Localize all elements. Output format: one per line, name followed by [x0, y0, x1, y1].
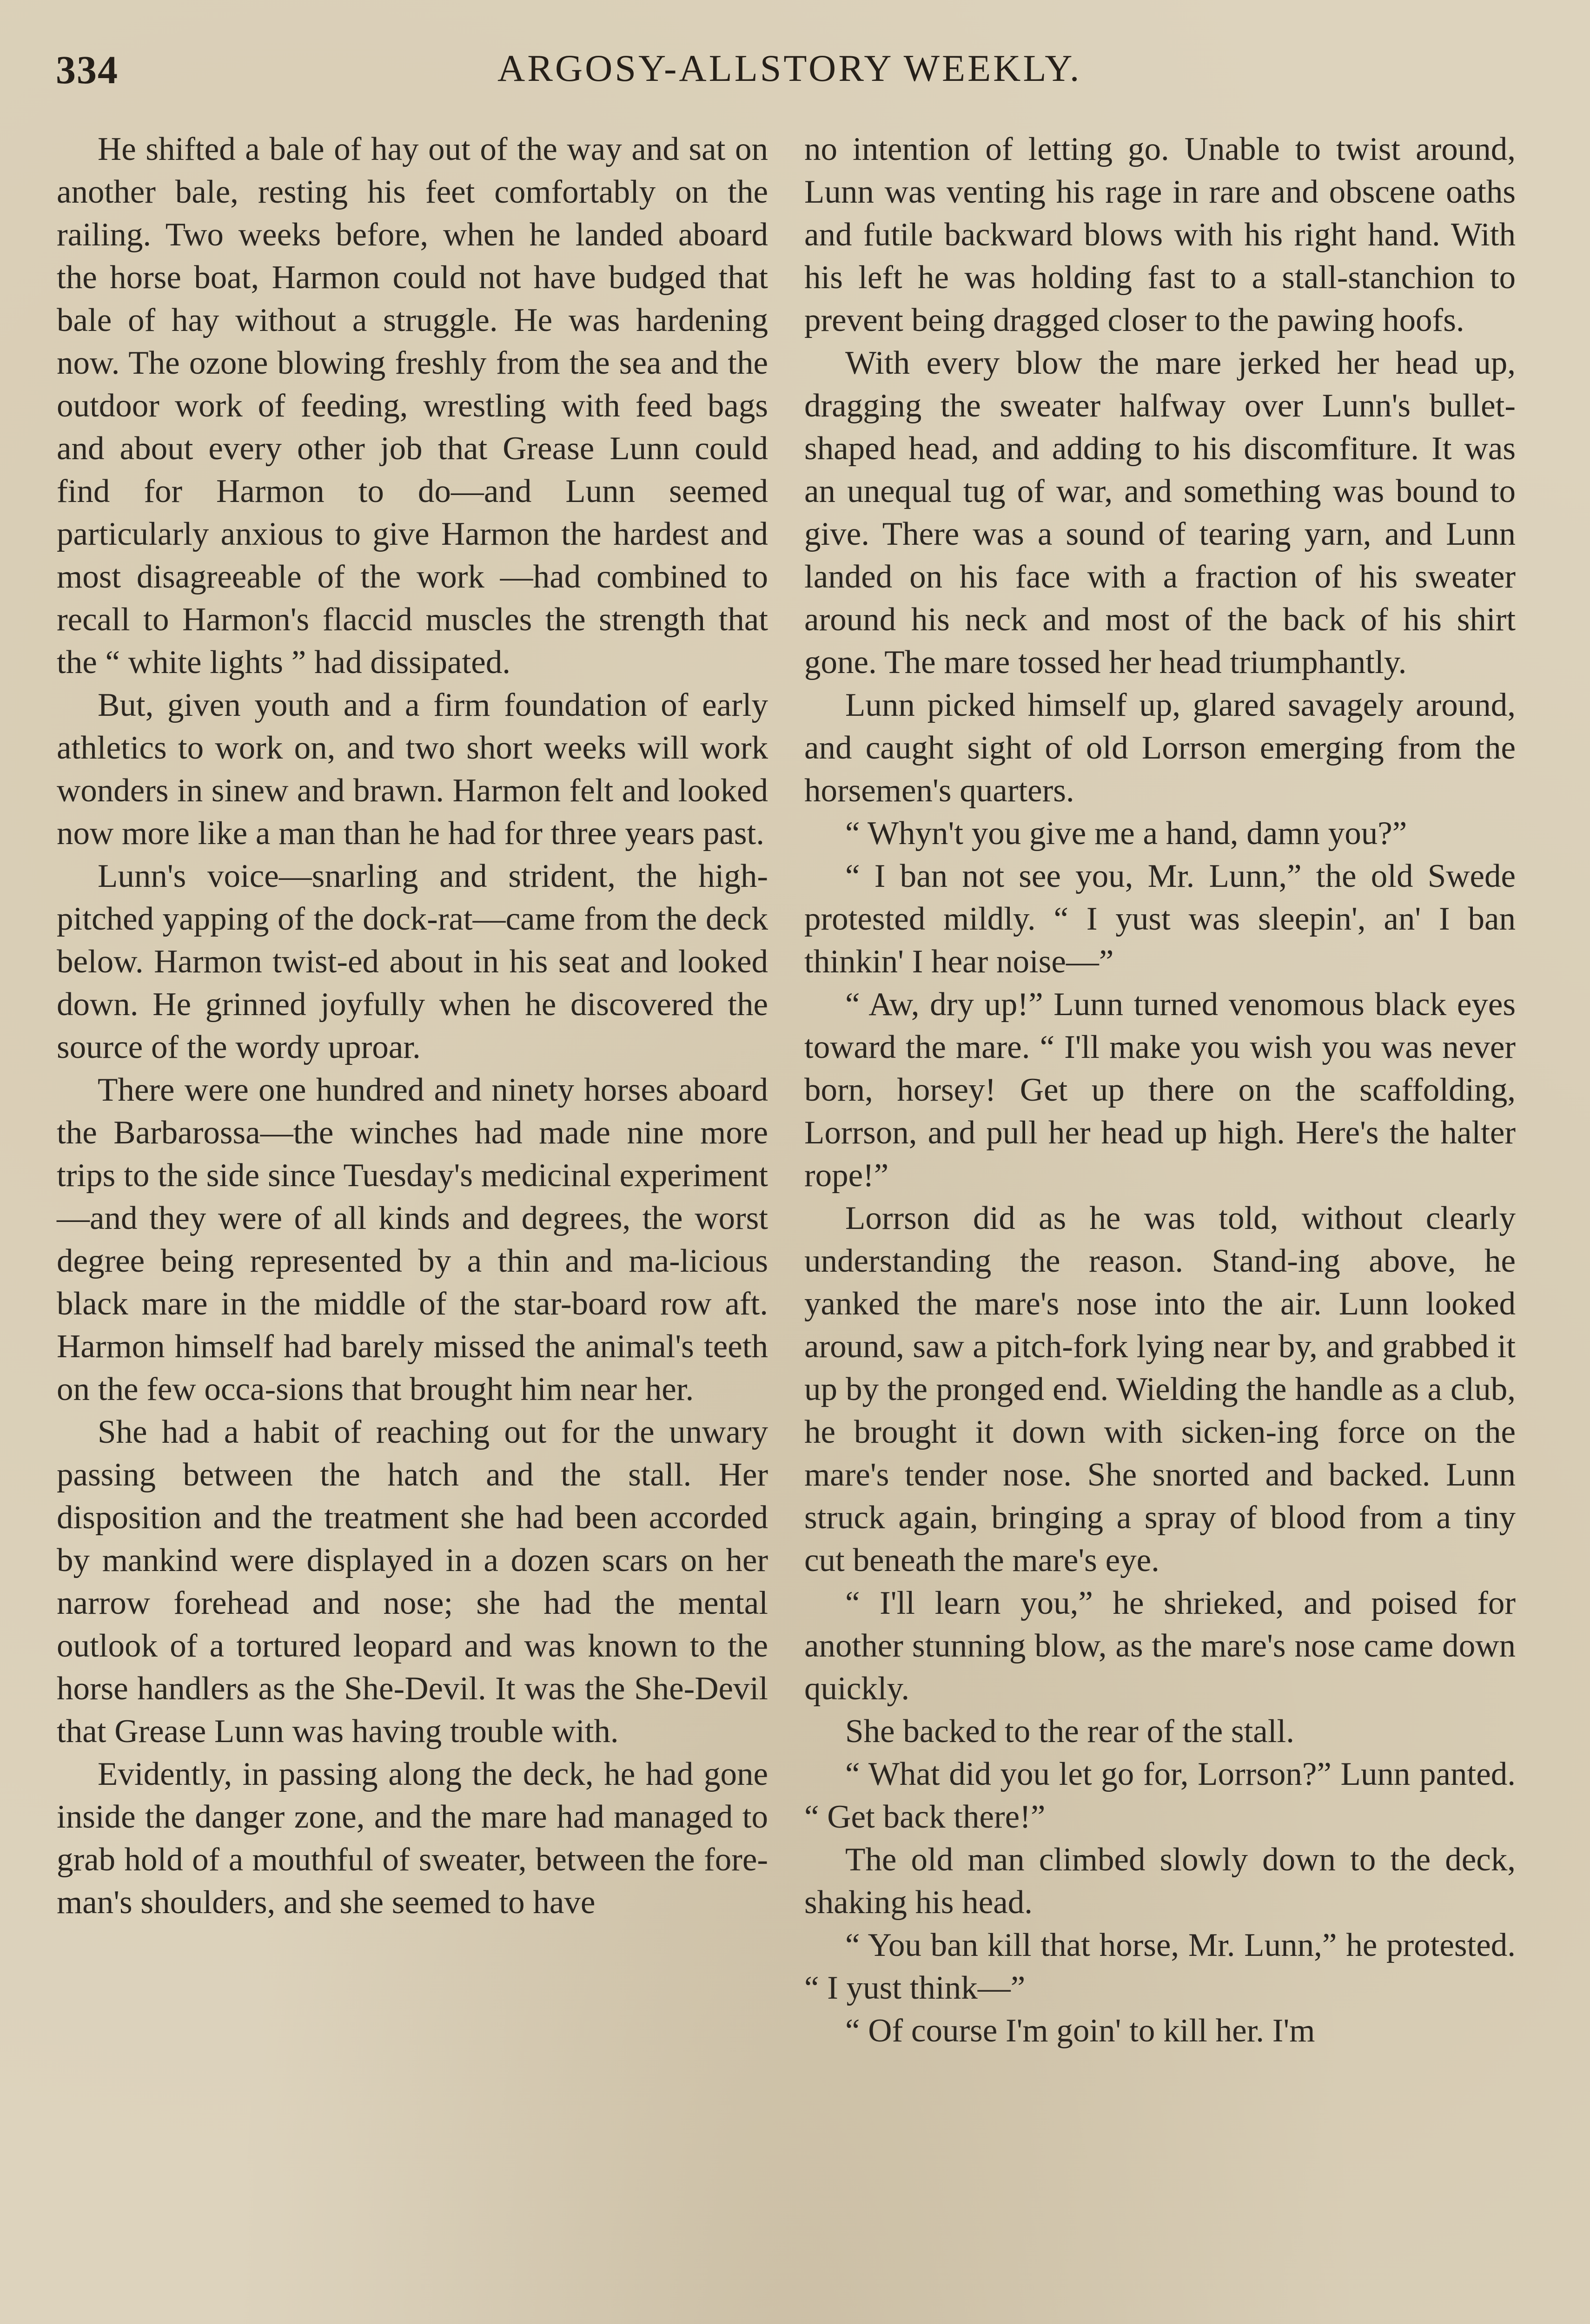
paragraph: no intention of letting go. Unable to twist around, Lunn was venting his rage in rare and obscene oaths and futile backward blows with his right hand. With his left he was holding fast to a stall-stanchion to prevent being dragged closer to the pawing hoofs.: [804, 131, 1516, 338]
page-header: [56, 46, 1530, 102]
paragraph: “ You ban kill that horse, Mr. Lunn,” he protested. “ I yust think—”: [804, 1927, 1516, 2006]
paragraph: With every blow the mare jerked her head up, dragging the sweater halfway over Lunn's bullet-shaped head, and adding to his discomfiture. It was an unequal tug of war, and something was bound to give. There was a sound of tearing yarn, and Lunn landed on his face with a fraction of his sweater around his neck and most of the back of his shirt gone. The mare tossed her head triumphantly.: [804, 345, 1516, 680]
paragraph: The old man climbed slowly down to the deck, shaking his head.: [804, 1842, 1516, 1921]
paragraph: Lorrson did as he was told, without clearly understanding the reason. Stand-ing above, he yanked the mare's nose into the air. Lunn looked around, saw a pitch-fork lying near by, and grabbed it up by the pronged end. Wielding the handle as a club, he brought it down with sicken-ing force on the mare's tender nose. She snorted and backed. Lunn struck again, bringing a spray of blood from a tiny cut beneath the mare's eye.: [804, 1200, 1516, 1578]
page-number: 334: [56, 47, 119, 92]
paragraph: “ I ban not see you, Mr. Lunn,” the old Swede protested mildly. “ I yust was sleepin', an' I ban thinkin' I hear noise—”: [804, 858, 1516, 980]
paragraph: “ Of course I'm goin' to kill her. I'm: [845, 2013, 1315, 2049]
paragraph: Lunn picked himself up, glared savagely around, and caught sight of old Lorrson emerging from the horsemen's quarters.: [804, 687, 1516, 809]
paragraph: “ Whyn't you give me a hand, damn you?”: [845, 815, 1407, 852]
right-column: [804, 128, 1516, 2052]
paragraph: “ What did you let go for, Lorrson?” Lunn panted. “ Get back there!”: [804, 1756, 1516, 1835]
paragraph: She had a habit of reaching out for the unwary passing between the hatch and the stall. Her disposition and the treatment she had been accorded by mankind were displayed in a dozen scars on her narrow forehead and nose; she had the mental outlook of a tortured leopard and was known to the horse handlers as the She-Devil. It was the She-Devil that Grease Lunn was having trouble with.: [57, 1414, 768, 1750]
paragraph: “ Aw, dry up!” Lunn turned venomous black eyes toward the mare. “ I'll make you wish you was never born, horsey! Get up there on the scaffolding, Lorrson, and pull her head up high. Here's the halter rope!”: [804, 986, 1516, 1194]
paragraph: Lunn's voice—snarling and strident, the high-pitched yapping of the dock-rat—came from the deck below. Harmon twist-ed about in his seat and looked down. He grinned joyfully when he discovered the source of the wordy uproar.: [57, 858, 768, 1065]
paragraph: “ I'll learn you,” he shrieked, and poised for another stunning blow, as the mare's nose came down quickly.: [804, 1585, 1516, 1707]
running-head: ARGOSY-ALLSTORY WEEKLY.: [497, 47, 1082, 89]
paragraph: He shifted a bale of hay out of the way and sat on another bale, resting his feet comfortably on the railing. Two weeks before, when he landed aboard the horse boat, Harmon could not have budged that bale of hay without a struggle. He was hardening now. The ozone blowing freshly from the sea and the outdoor work of feeding, wrestling with feed bags and about every other job that Grease Lunn could find for Harmon to do—and Lunn seemed particularly anxious to give Harmon the hardest and most disagreeable of the work —had combined to recall to Harmon's flaccid muscles the strength that the “ white lights ” had dissipated.: [57, 131, 768, 680]
paragraph: She backed to the rear of the stall.: [845, 1713, 1295, 1750]
left-column: [57, 128, 768, 1924]
paragraph: But, given youth and a firm foundation of early athletics to work on, and two short weeks will work wonders in sinew and brawn. Harmon felt and looked now more like a man than he had for three years past.: [57, 687, 768, 852]
paragraph: Evidently, in passing along the deck, he had gone inside the danger zone, and the mare had managed to grab hold of a mouthful of sweater, between the fore-man's shoulders, and she seemed to have: [57, 1756, 768, 1921]
paragraph: There were one hundred and ninety horses aboard the Barbarossa—the winches had made nine more trips to the side since Tuesday's medicinal experiment—and they were of all kinds and degrees, the worst degree being represented by a thin and ma-licious black mare in the middle of the star-board row aft. Harmon himself had barely missed the animal's teeth on the few occa-sions that brought him near her.: [57, 1072, 768, 1407]
